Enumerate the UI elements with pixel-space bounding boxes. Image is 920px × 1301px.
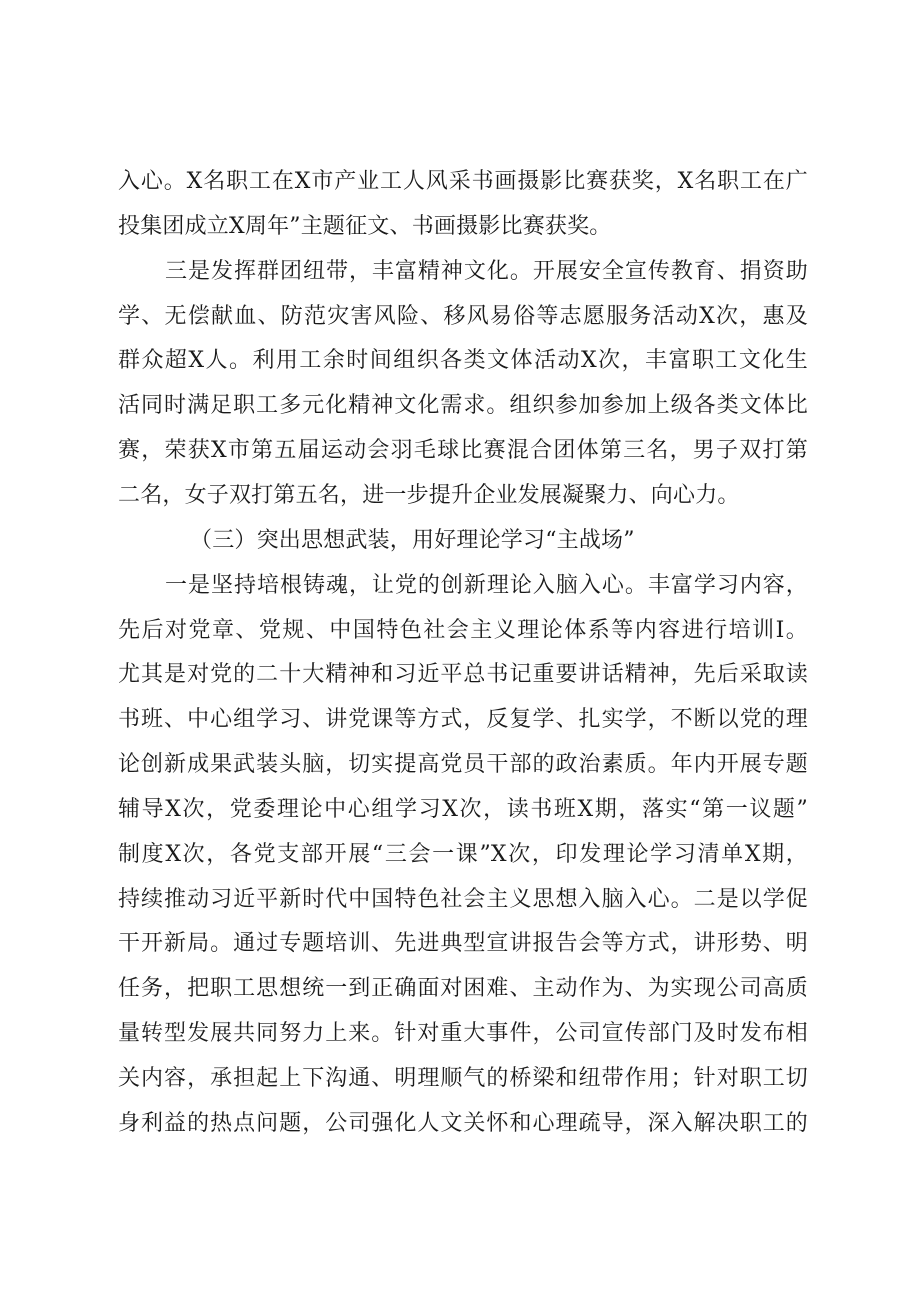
paragraph-line: 投集团成立X周年”主题征文、书画摄影比赛获奖。 (118, 214, 612, 239)
paragraph-line: 制度X次，各党支部开展“三会一课”X次，印发理论学习清单X期， (118, 842, 808, 867)
paragraph-line: 入心。X名职工在X市产业工人风采书画摄影比赛获奖，X名职工在广 (118, 169, 808, 194)
paragraph-line: 论创新成果武装头脑，切实提高党员干部的政治素质。年内开展专题 (118, 752, 808, 777)
paragraph-line: 书班、中心组学习、讲党课等方式，反复学、扎实学，不断以党的理 (118, 707, 808, 732)
paragraph-line: 量转型发展共同努力上来。针对重大事件，公司宣传部门及时发布相 (118, 1021, 808, 1046)
paragraph-line: 尤其是对党的二十大精神和习近平总书记重要讲话精神，先后采取读 (118, 662, 808, 687)
paragraph-line: 干开新局。通过专题培训、先进典型宣讲报告会等方式，讲形势、明 (118, 931, 808, 956)
paragraph-line: 持续推动习近平新时代中国特色社会主义思想入脑入心。二是以学促 (118, 887, 808, 912)
paragraph-line: 活同时满足职工多元化精神文化需求。组织参加参加上级各类文体比 (118, 393, 808, 418)
paragraph-line: 三是发挥群团纽带，丰富精神文化。开展安全宣传教育、捐资助 (165, 259, 808, 284)
paragraph-line: 一是坚持培根铸魂，让党的创新理论入脑入心。丰富学习内容， (165, 573, 808, 598)
section-heading: （三）突出思想武装，用好理论学习“主战场” (190, 528, 635, 553)
paragraph-line: 身利益的热点问题，公司强化人文关怀和心理疏导，深入解决职工的 (118, 1111, 808, 1136)
paragraph-line: 任务，把职工思想统一到正确面对困难、主动作为、为实现公司高质 (118, 976, 808, 1001)
paragraph-line: 关内容，承担起上下沟通、明理顺气的桥梁和纽带作用；针对职工切 (118, 1066, 808, 1091)
paragraph-line: 群众超X人。利用工余时间组织各类文体活动X次，丰富职工文化生 (118, 348, 808, 373)
paragraph-line: 辅导X次，党委理论中心组学习X次，读书班X期，落实“第一议题” (118, 797, 808, 822)
paragraph-line: 二名，女子双打第五名，进一步提升企业发展凝聚力、向心力。 (118, 483, 740, 508)
paragraph-line: 赛，荣获X市第五届运动会羽毛球比赛混合团体第三名，男子双打第 (118, 438, 808, 463)
paragraph-line: 学、无偿献血、防范灾害风险、移风易俗等志愿服务活动X次，惠及 (118, 304, 808, 329)
paragraph-line: 先后对党章、党规、中国特色社会主义理论体系等内容进行培训I。 (118, 618, 808, 643)
